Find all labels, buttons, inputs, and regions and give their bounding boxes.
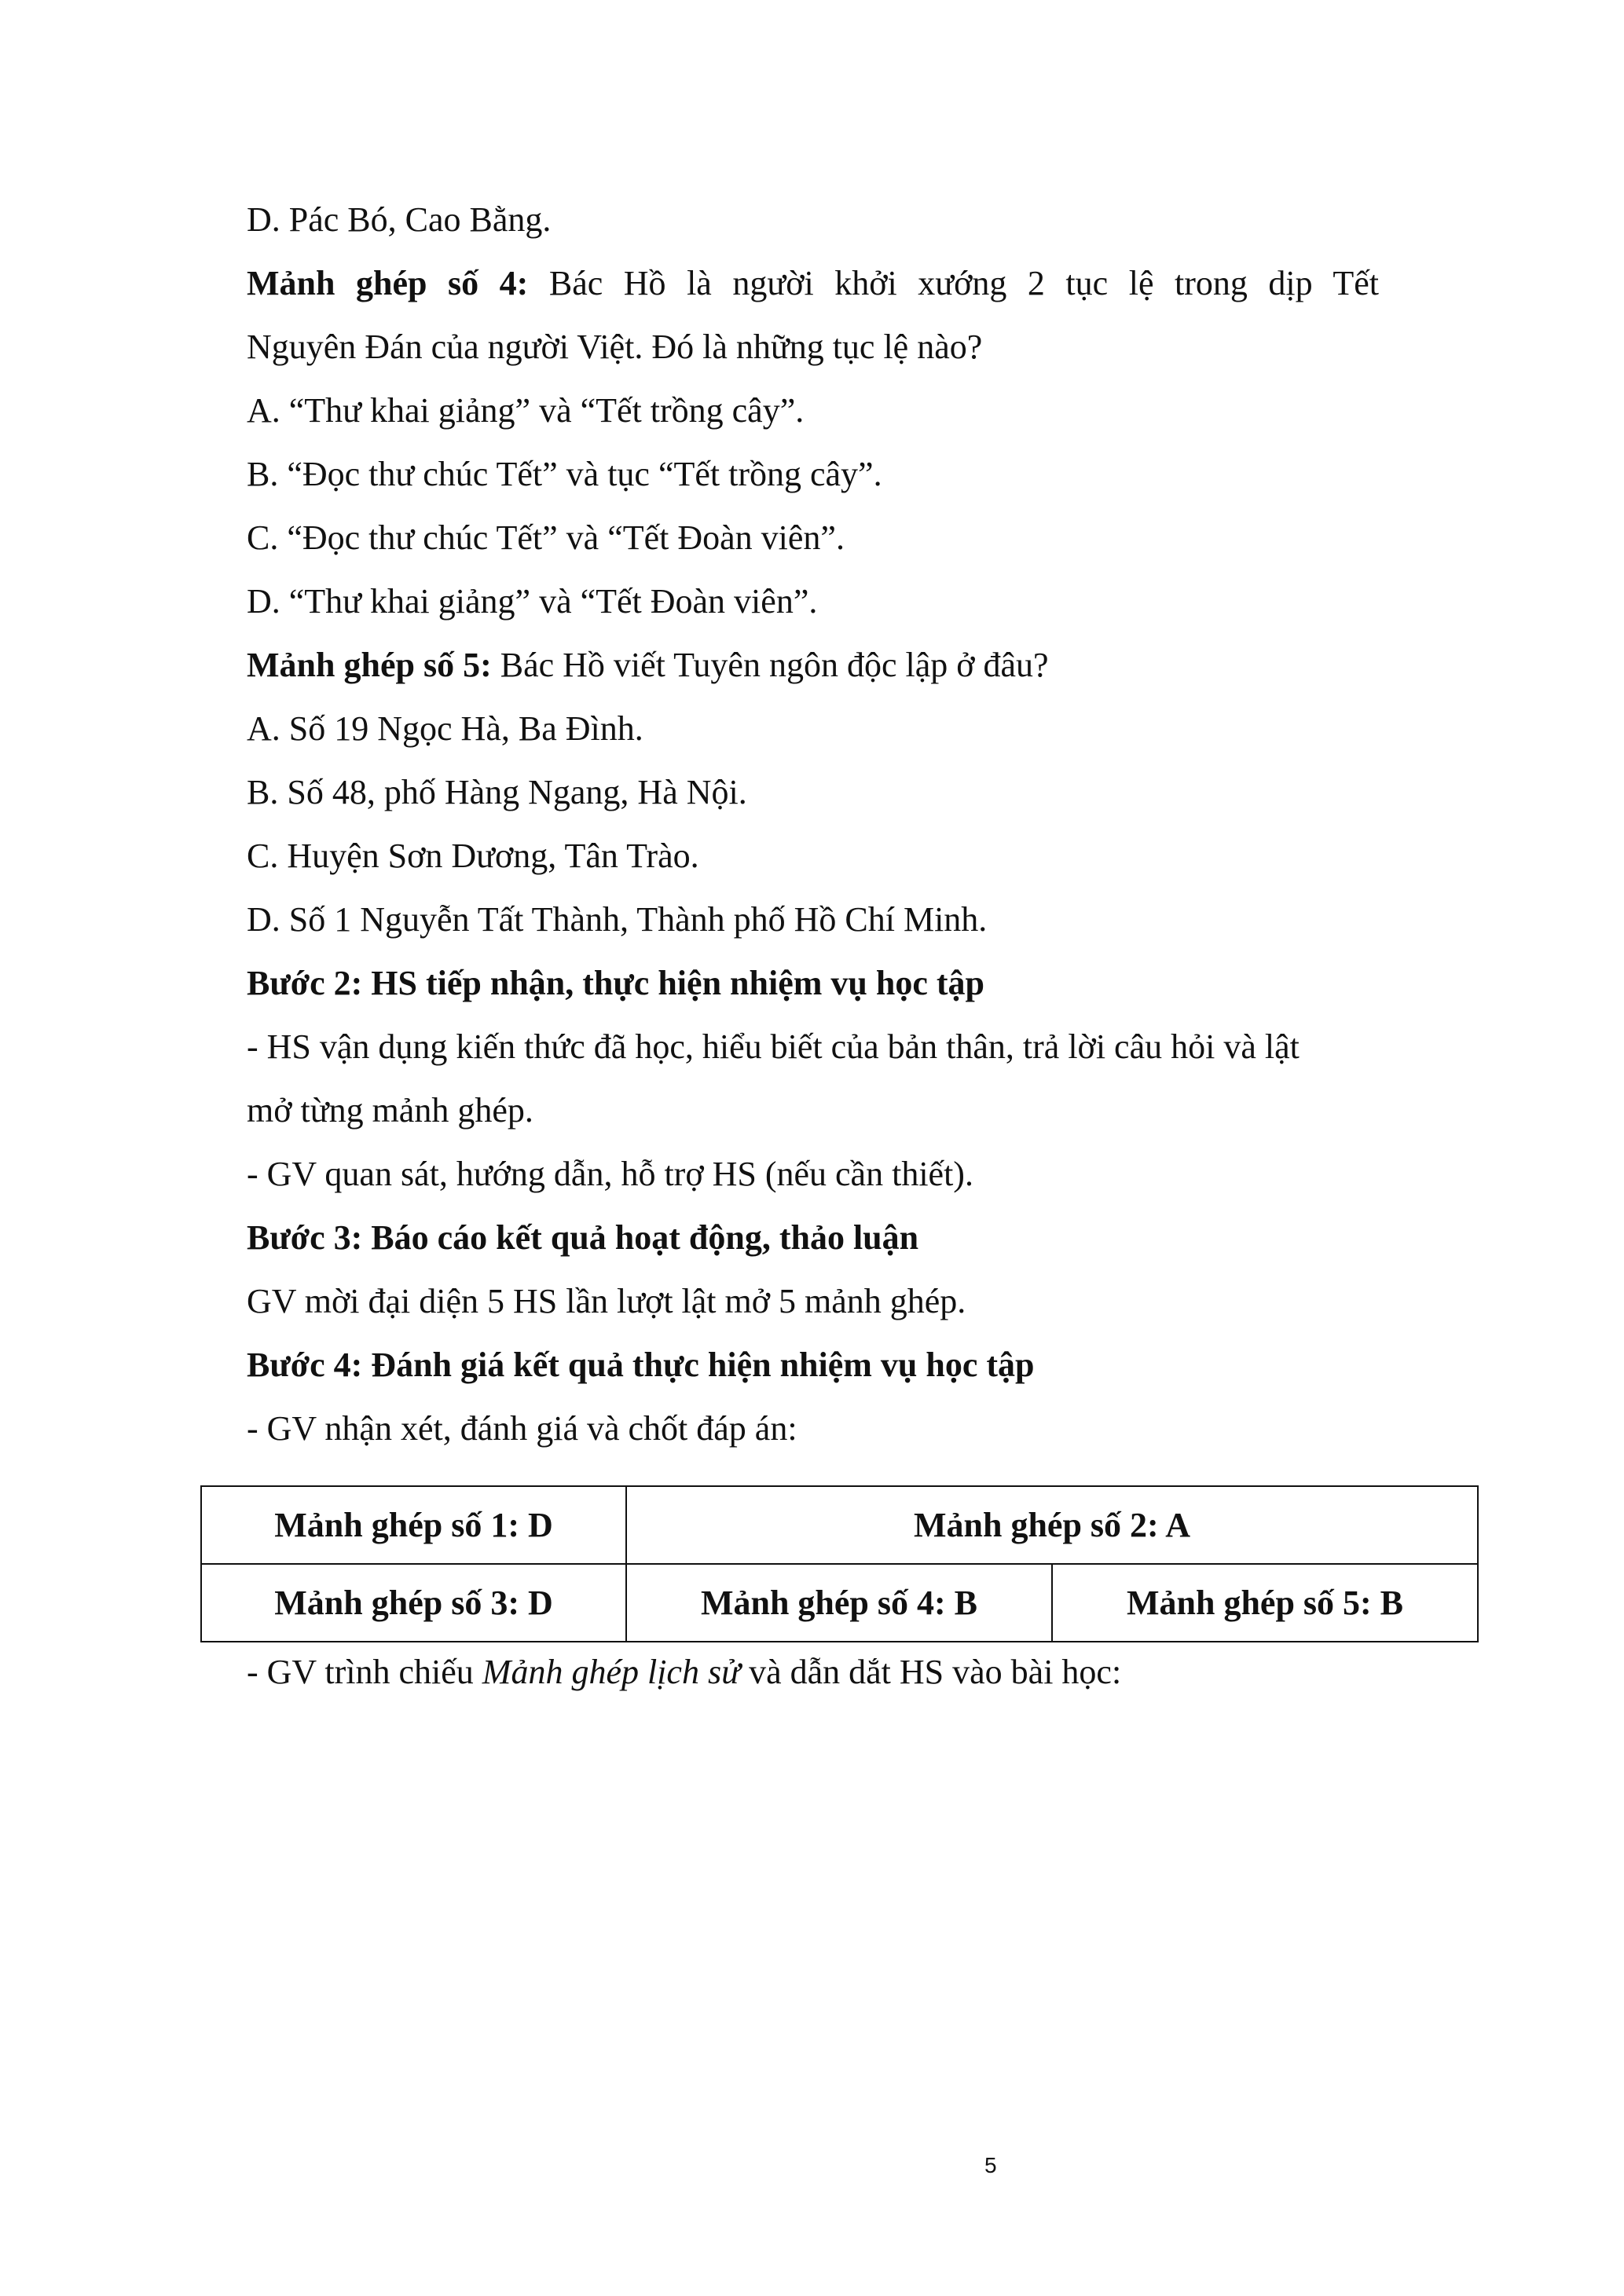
question-text: Bác Hồ là người khởi xướng 2 tục lệ trong dịp Tết <box>528 264 1380 302</box>
question-text: Bác Hồ viết Tuyên ngôn độc lập ở đâu? <box>491 646 1049 684</box>
question-4 <box>247 251 1379 315</box>
paragraph-continued: mở từng mảnh ghép. <box>247 1091 533 1130</box>
answer-option: B. Số 48, phố Hàng Ngang, Hà Nội. <box>247 773 747 811</box>
paragraph: - GV nhận xét, đánh giá và chốt đáp án: <box>247 1409 797 1448</box>
step-heading: Bước 4: Đánh giá kết quả thực hiện nhiệm vụ học tập <box>247 1346 1035 1384</box>
table-cell: Mảnh ghép số 2: A <box>626 1486 1478 1564</box>
step-heading: Bước 3: Báo cáo kết quả hoạt động, thảo luận <box>247 1218 919 1257</box>
answer-option: A. Số 19 Ngọc Hà, Ba Đình. <box>247 709 643 748</box>
answer-option: C. “Đọc thư chúc Tết” và “Tết Đoàn viên”. <box>247 518 845 557</box>
table-cell: Mảnh ghép số 3: D <box>201 1564 626 1642</box>
answer-option: D. Pác Bó, Cao Bằng. <box>247 200 552 239</box>
answers-table <box>200 1485 1479 1642</box>
question-label: Mảnh ghép số 4: <box>247 264 529 302</box>
closing-prefix: - GV trình chiếu <box>247 1653 482 1691</box>
answer-option: B. “Đọc thư chúc Tết” và tục “Tết trồng cây”. <box>247 455 882 493</box>
table-cell: Mảnh ghép số 1: D <box>201 1486 626 1564</box>
question-5 <box>247 633 1379 697</box>
table-row <box>201 1486 1478 1564</box>
page-number: 5 <box>984 2153 997 2177</box>
question-4-continued: Nguyên Đán của người Việt. Đó là những tục lệ nào? <box>247 328 983 366</box>
answer-option: C. Huyện Sơn Dương, Tân Trào. <box>247 837 699 875</box>
table-row <box>201 1564 1478 1642</box>
answer-option: D. Số 1 Nguyễn Tất Thành, Thành phố Hồ Chí Minh. <box>247 900 988 939</box>
closing-paragraph <box>247 1640 1121 1704</box>
paragraph: - GV quan sát, hướng dẫn, hỗ trợ HS (nếu cần thiết). <box>247 1155 973 1193</box>
question-label: Mảnh ghép số 5: <box>247 646 492 684</box>
table-cell: Mảnh ghép số 5: B <box>1052 1564 1478 1642</box>
table-cell: Mảnh ghép số 4: B <box>626 1564 1052 1642</box>
answer-option: A. “Thư khai giảng” và “Tết trồng cây”. <box>247 391 805 430</box>
answer-option: D. “Thư khai giảng” và “Tết Đoàn viên”. <box>247 582 818 621</box>
closing-italic: Mảnh ghép lịch sử <box>482 1653 741 1691</box>
closing-suffix: và dẫn dắt HS vào bài học: <box>740 1653 1122 1691</box>
step-heading: Bước 2: HS tiếp nhận, thực hiện nhiệm vụ học tập <box>247 964 984 1002</box>
paragraph: - HS vận dụng kiến thức đã học, hiểu biết của bản thân, trả lời câu hỏi và lật <box>247 1027 1300 1066</box>
body-text <box>247 188 1379 1460</box>
paragraph: GV mời đại diện 5 HS lần lượt lật mở 5 mảnh ghép. <box>247 1282 966 1320</box>
